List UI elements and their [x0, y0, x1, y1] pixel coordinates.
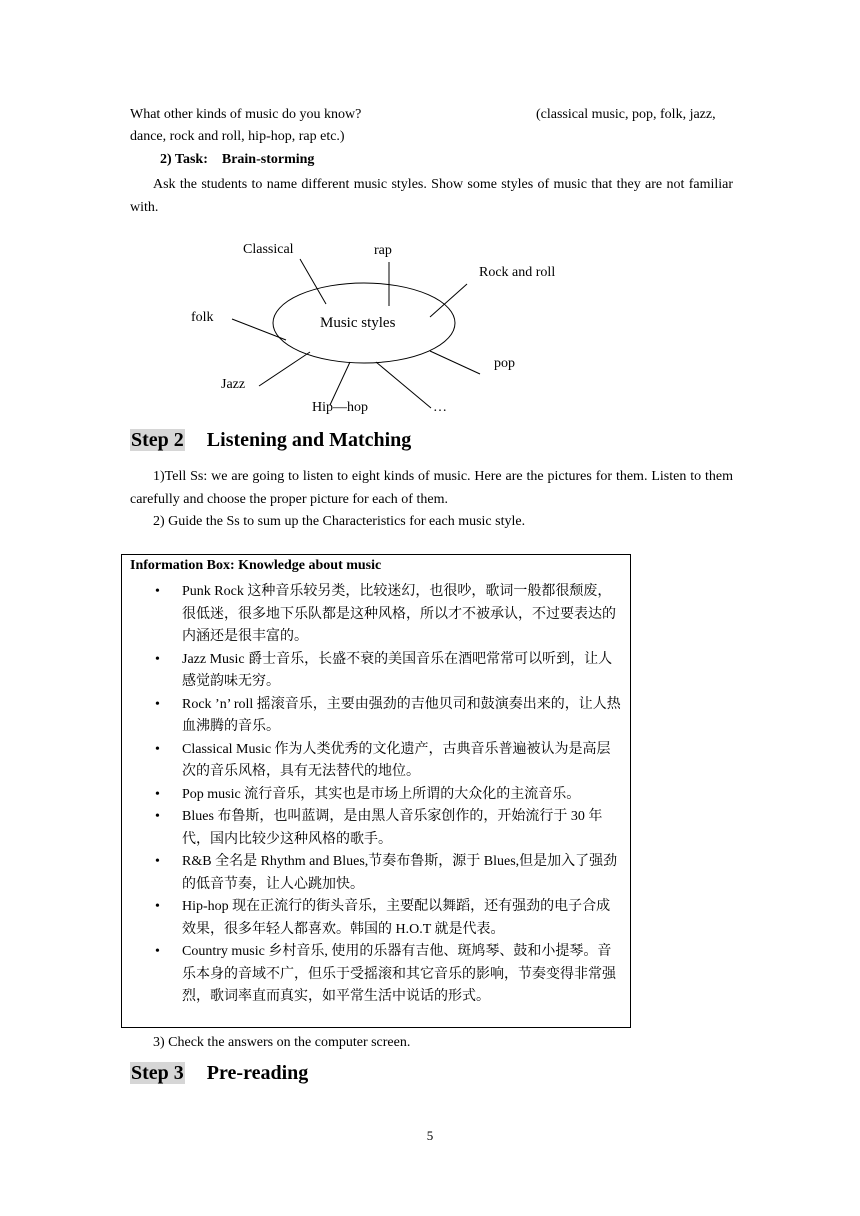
intro-question: What other kinds of music do you know? [130, 107, 362, 122]
list-item [122, 581, 632, 649]
list-item-text: Pop music 流行音乐，其实也是市场上所谓的大众化的主流音乐。 [182, 786, 581, 802]
list-item [122, 896, 632, 941]
step2-number: Step 2 [131, 429, 184, 451]
line-classical [300, 259, 326, 304]
step3-heading [130, 1062, 308, 1085]
step3-title: Pre-reading [206, 1062, 309, 1084]
list-item-text: Punk Rock 这种音乐较另类，比较迷幻，也很吵，歌词一般都很颓废，很低迷，很多地下乐队都是这种风格，所以才不被承认，不过要表达的内涵还是很丰富的。 [182, 584, 616, 644]
list-item-text: Country music 乡村音乐, 使用的乐器有吉他、斑鸠琴、鼓和小提琴。音乐本身的音域不广，但乐于受摇滚和其它音乐的影响，节奏变得非常强烈，歌词率直而真实，如平常生活中说话的形式。 [182, 944, 616, 1004]
line-rock [430, 284, 467, 317]
list-item-text: Hip-hop 现在正流行的街头音乐，主要配以舞蹈，还有强劲的电子合成效果，很多年轻人都喜欢。韩国的 H.O.T 就是代表。 [182, 899, 611, 937]
step2-para1: 1)Tell Ss: we are going to listen to eight kinds of music. Here are the pictures for them. Listen to them carefully and choose the proper picture for each of them. [130, 469, 733, 507]
list-item [122, 784, 632, 807]
intro-answer-part1: (classical music, pop, folk, jazz, [536, 107, 716, 122]
line-jazz [259, 352, 310, 386]
line-hiphop [330, 362, 350, 405]
list-item [122, 649, 632, 694]
line-pop [430, 351, 480, 374]
step2-heading [130, 429, 411, 452]
task-heading: 2) Task: Brain-storming [160, 152, 315, 167]
list-item-text: Jazz Music 爵士音乐，长盛不衰的美国音乐在酒吧常常可以听到，让人感觉韵味无穷。 [182, 651, 613, 689]
page-number: 5 [426, 1128, 434, 1143]
intro-answer-part2: dance, rock and roll, hip-hop, rap etc.) [130, 129, 345, 144]
list-item [122, 851, 632, 896]
bullet-icon: • [155, 944, 160, 959]
diagram-label-rock: Rock and roll [479, 265, 556, 280]
music-styles-diagram [0, 0, 860, 430]
diagram-label-rap: rap [374, 243, 392, 258]
list-item-text: R&B 全名是 Rhythm and Blues,节奏布鲁斯，源于 Blues,但是加入了强劲的低音节奏，让人心跳加快。 [182, 854, 618, 892]
line-folk [232, 319, 286, 340]
bullet-icon: • [155, 651, 160, 667]
step2-para2: 2) Guide the Ss to sum up the Characteristics for each music style. [153, 514, 526, 529]
bullet-icon: • [155, 741, 160, 757]
information-box [121, 554, 631, 1028]
list-item [122, 806, 632, 851]
bullet-icon: • [155, 786, 160, 802]
list-item [122, 694, 632, 739]
info-list [122, 581, 632, 1009]
bullet-icon: • [155, 584, 160, 599]
bullet-icon: • [155, 854, 160, 869]
list-item-text: Classical Music 作为人类优秀的文化遗产，古典音乐普遍被认为是高层次的音乐风格，具有无法替代的地位。 [182, 741, 611, 779]
diagram-label-more: … [433, 400, 447, 415]
list-item-text: Blues 布鲁斯，也叫蓝调，是由黑人音乐家创作的，开始流行于 30 年代，国内比较少这种风格的歌手。 [182, 809, 603, 847]
diagram-label-pop: pop [494, 356, 515, 371]
bullet-icon: • [155, 809, 160, 824]
list-item [122, 941, 632, 1009]
info-box-title: Information Box: Knowledge about music [130, 558, 382, 573]
diagram-center-label: Music styles [320, 315, 396, 331]
diagram-label-hiphop: Hip—hop [312, 400, 368, 415]
diagram-label-folk: folk [191, 310, 214, 325]
step2-title: Listening and Matching [206, 429, 412, 451]
list-item [122, 739, 632, 784]
bullet-icon: • [155, 899, 160, 914]
line-more [376, 362, 431, 408]
bullet-icon: • [155, 696, 160, 712]
task-description: Ask the students to name different music styles. Show some styles of music that they are not familiar with. [130, 177, 733, 215]
diagram-label-classical: Classical [243, 242, 294, 257]
diagram-label-jazz: Jazz [221, 377, 246, 392]
list-item-text: Rock ’n’ roll 摇滚音乐，主要由强劲的吉他贝司和鼓演奏出来的，让人热血沸腾的音乐。 [182, 696, 621, 734]
step2-para3: 3) Check the answers on the computer screen. [153, 1035, 411, 1050]
step3-number: Step 3 [131, 1062, 184, 1084]
